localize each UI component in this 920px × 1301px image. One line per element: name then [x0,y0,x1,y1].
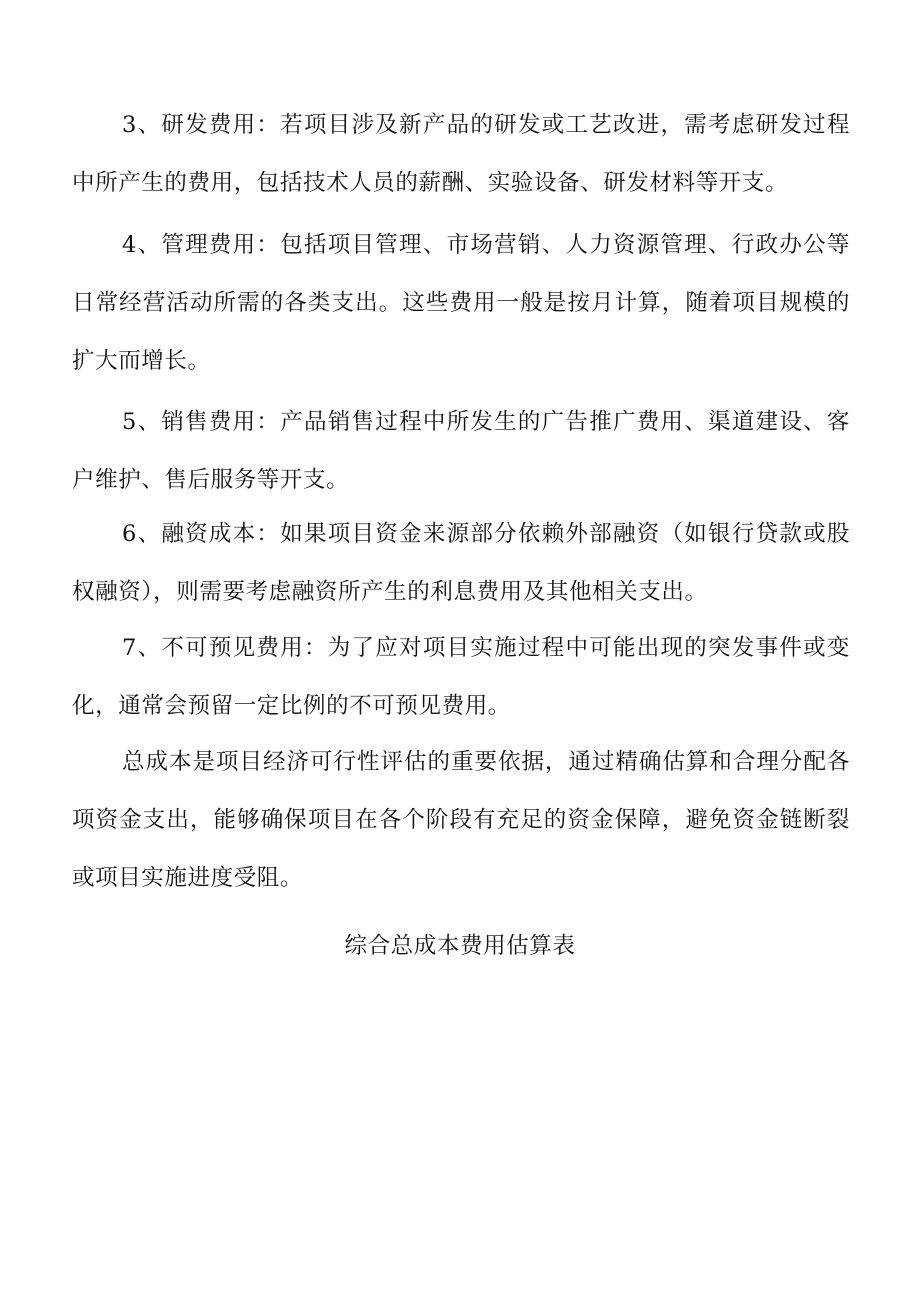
paragraph-label: 4、管理费用： [122,232,281,258]
paragraph-label: 7、不可预见费用： [122,635,328,661]
paragraph-text: 为了应对项目实施过程中可能出现的突发事件或变化，通常会预留一定比例的不可预见费用。 [72,635,851,719]
paragraph-sales-costs [72,393,850,509]
paragraph-rd-costs [72,96,850,212]
paragraph-text: 如果项目资金来源部分依赖外部融资（如银行贷款或股权融资），则需要考虑融资所产生的利息费用及其他相关支出。 [72,521,850,605]
paragraph-contingency-costs [72,619,850,735]
paragraph-label: 6、融资成本： [122,521,281,547]
paragraph-financing-costs [72,505,850,621]
paragraph-text: 若项目涉及新产品的研发或工艺改进，需考虑研发过程中所产生的费用，包括技术人员的薪酬、实验设备、研发材料等开支。 [72,112,850,196]
paragraph-label: 3、研发费用： [122,112,281,138]
paragraph-text: 总成本是项目经济可行性评估的重要依据，通过精确估算和合理分配各项资金支出，能够确保项目在各个阶段有充足的资金保障，避免资金链断裂或项目实施进度受阻。 [72,749,850,891]
paragraph-summary [72,733,850,907]
paragraph-label: 5、销售费用： [122,409,281,435]
paragraph-management-costs [72,216,850,390]
paragraph-text: 包括项目管理、市场营销、人力资源管理、行政办公等日常经营活动所需的各类支出。这些费用一般是按月计算，随着项目规模的扩大而增长。 [72,232,850,374]
paragraph-text: 产品销售过程中所发生的广告推广费用、渠道建设、客户维护、售后服务等开支。 [72,409,850,493]
table-caption: 综合总成本费用估算表 [344,933,576,959]
